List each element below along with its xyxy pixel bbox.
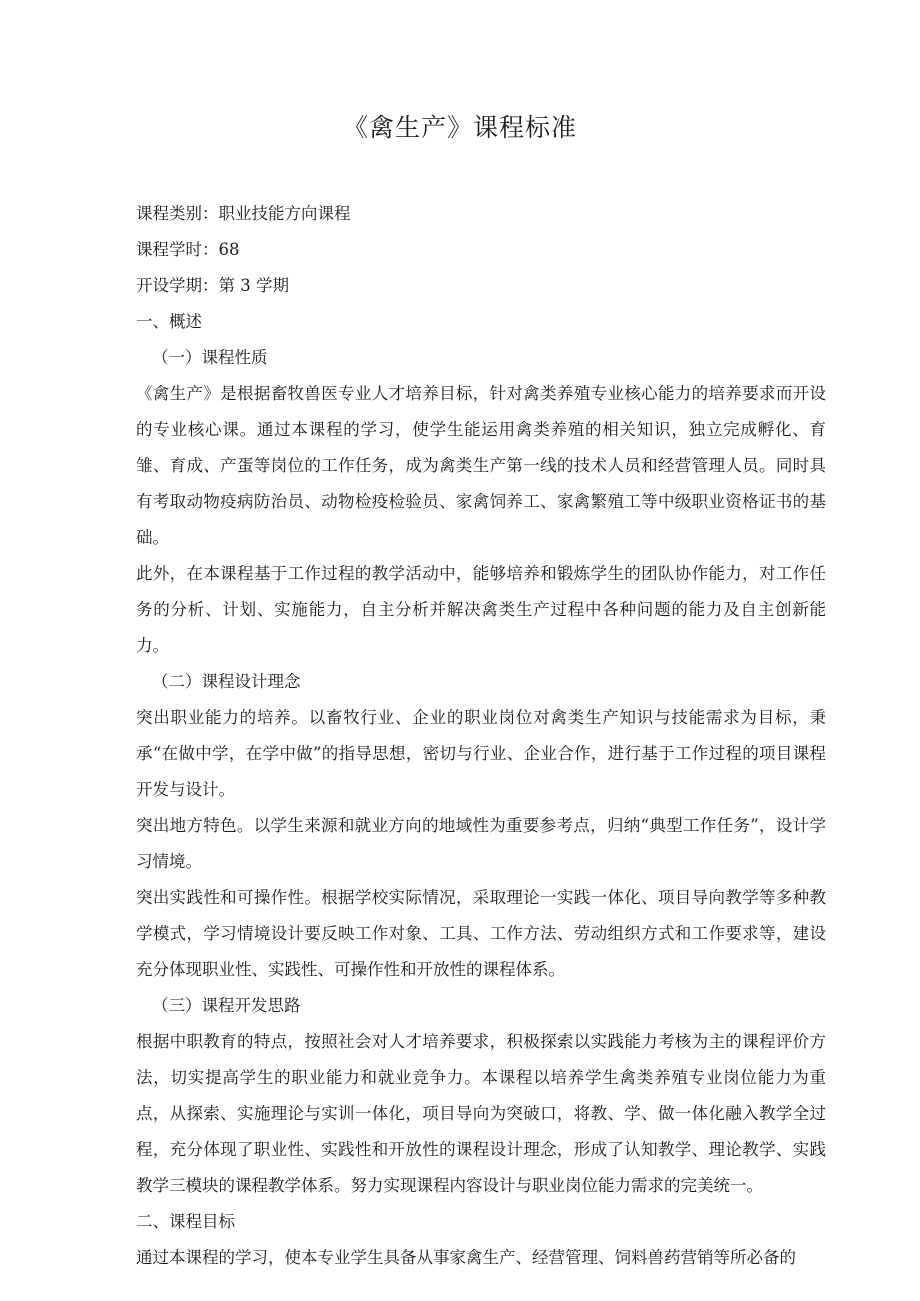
section-heading-objectives: 二、课程目标 — [136, 1212, 235, 1231]
paragraph-design-3: 突出实践性和可操作性。根据学校实际情况，采取理论一实践一体化、项目导向教学等多种教学模式，学习情境设计要反映工作对象、工具、工作方法、劳动组织方式和工作要求等，建设充分体现职业性、实践性、可操作性和开放性的课程体系。 — [136, 888, 826, 979]
paragraph-design-1: 突出职业能力的培养。以畜牧行业、企业的职业岗位对禽类生产知识与技能需求为目标，秉承“在做中学，在学中做”的指导思想，密切与行业、企业合作，进行基于工作过程的项目课程开发与设计。 — [136, 708, 826, 799]
section-heading-overview: 一、概述 — [136, 312, 202, 331]
paragraph-nature-2: 此外，在本课程基于工作过程的教学活动中，能够培养和锻炼学生的团队协作能力，对工作任务的分析、计划、实施能力，自主分析并解决禽类生产过程中各种问题的能力及自主创新能力。 — [136, 564, 826, 655]
course-semester: 开设学期：第 3 学期 — [136, 276, 289, 295]
subsection-heading-development: （三）课程开发思路 — [152, 996, 301, 1015]
paragraph-nature-1: 《禽生产》是根据畜牧兽医专业人才培养目标，针对禽类养殖专业核心能力的培养要求而开设的专业核心课。通过本课程的学习，使学生能运用禽类养殖的相关知识，独立完成孵化、育雏、育成、产蛋等岗位的工作任务，成为禽类生产第一线的技术人员和经营管理人员。同时具有考取动物疫病防治员、动物检疫检验员、家禽饲养工、家禽繁殖工等中级职业资格证书的基础。 — [136, 384, 826, 547]
paragraph-design-2: 突出地方特色。以学生来源和就业方向的地域性为重要参考点，归纳“典型工作任务”，设计学习情境。 — [136, 816, 826, 871]
paragraph-objectives-1: 通过本课程的学习，使本专业学生具备从事家禽生产、经营管理、饲料兽药营销等所必备的 — [136, 1248, 796, 1267]
paragraph-development-1: 根据中职教育的特点，按照社会对人才培养要求，积极探索以实践能力考核为主的课程评价方法，切实提高学生的职业能力和就业竞争力。本课程以培养学生禽类养殖专业岗位能力为重点，从探索、实施理论与实训一体化，项目导向为突破口，将教、学、做一体化融入教学全过程，充分体现了职业性、实践性和开放性的课程设计理念，形成了认知教学、理论教学、实践教学三模块的课程教学体系。努力实现课程内容设计与职业岗位能力需求的完美统一。 — [136, 1032, 826, 1195]
subsection-heading-nature: （一）课程性质 — [152, 348, 268, 367]
subsection-heading-design: （二）课程设计理念 — [152, 672, 301, 691]
document-body — [136, 196, 826, 1276]
document-title: 《禽生产》课程标准 — [342, 113, 577, 142]
course-category: 课程类别：职业技能方向课程 — [136, 204, 351, 223]
course-hours: 课程学时：68 — [136, 240, 240, 259]
